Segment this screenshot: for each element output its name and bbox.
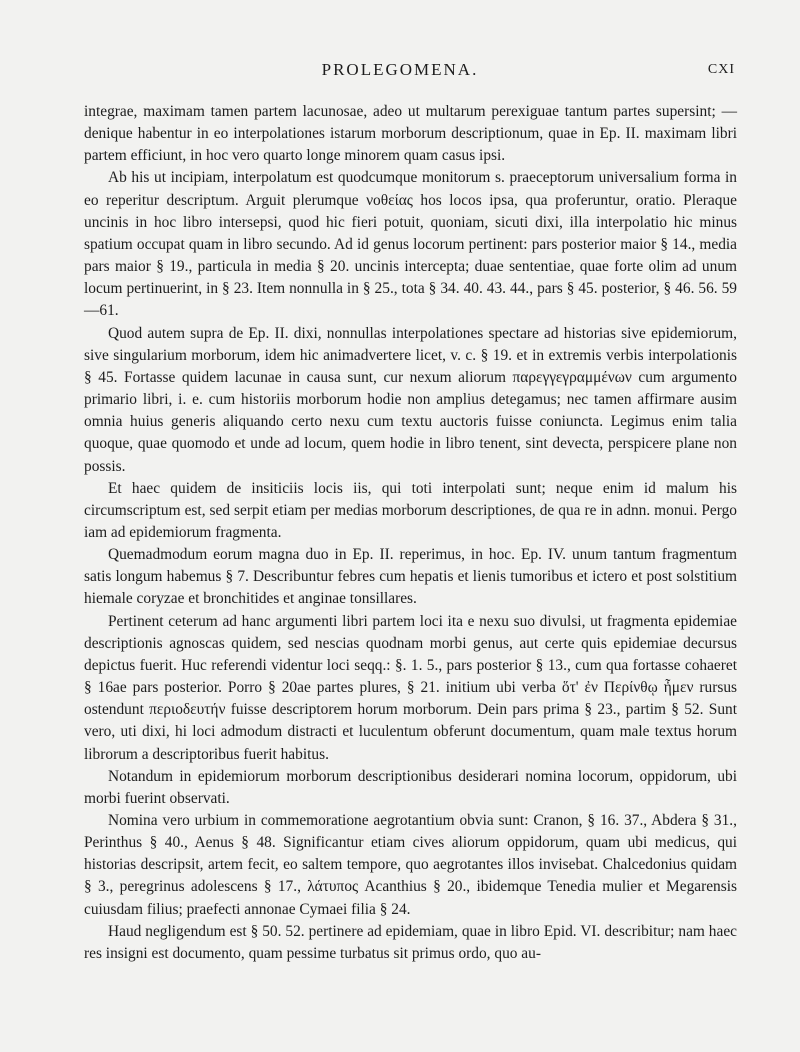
paragraph: Ab his ut incipiam, interpolatum est quodcumque monitorum s. praeceptorum universalium forma in eo reperitur descriptum. Arguit plerumque νοθείας hos locos ipsa, qua proferuntur, oratio. Pleraque uncinis in hoc libro intersepsi, quod hic fieri potuit, quoniam, sicuti dixi, illa interpolatio hic minus spatium occupat quam in libro secundo. Ad id genus locorum pertinent: pars posterior maior § 14., media pars maior § 19., particula in media § 20. uncinis intercepta; duae sententiae, quae forte olim ad unum locum pertinuerint, in § 23. Item nonnulla in § 25., tota § 34. 40. 43. 44., pars § 45. posterior, § 46. 56. 59—61.: [84, 169, 737, 320]
paragraph: Pertinent ceterum ad hanc argumenti libri partem loci ita e nexu suo divulsi, ut fragmenta epidemiae descriptionis agnoscas quidem, sed nescias quodnam morbi genus, aut certe quis epidemiae decursus depictus fuerit. Huc referendi videntur loci seqq.: §. 1. 5., pars posterior § 13., cum qua fortasse cohaeret § 16ae pars posterior. Porro § 20ae partes plures, § 21. initium ubi verba ὅτ' ἐν Περίνθῳ ἦμεν rursus ostendunt περιοδευτήν fuisse descriptorem horum morborum. Dein pars prima § 23., partim § 52. Sunt vero, uti dixi, hi loci admodum distracti et luculentum obferunt documentum, quam male textus horum librorum a descriptoribus fuerit habitus.: [84, 612, 737, 763]
paragraph: Et haec quidem de insiticiis locis iis, qui toti interpolati sunt; neque enim id malum his circumscriptum est, sed serpit etiam per medias morborum descriptiones, de qua re in adnn. monui. Pergo iam ad epidemiorum fragmenta.: [84, 479, 737, 541]
paragraph: Haud negligendum est § 50. 52. pertinere ad epidemiam, quae in libro Epid. VI. describitur; nam haec res insigni est documento, quam pessime turbatus sit primus ordo, quo au-: [84, 922, 737, 962]
paragraph: Nomina vero urbium in commemoratione aegrotantium obvia sunt: Cranon, § 16. 37., Abdera § 31., Perinthus § 40., Aenus § 48. Significantur etiam cives aliorum oppidorum, quam ubi medicus, qui historias descripsit, artem fecit, eo saltem tempore, quo aegrotantes illos invisebat. Chalcedonius quidam § 3., peregrinus adolescens § 17., λάτυπος Acanthius § 20., ibidemque Tenedia mulier et Megarensis cuiusdam filius; praefecti annonae Cymaei filia § 24.: [84, 812, 737, 918]
paragraph: Quod autem supra de Ep. II. dixi, nonnullas interpolationes spectare ad historias sive epidemiorum, sive singularium morborum, idem hic animadvertere licet, v. c. § 19. et in extremis verbis interpolationis § 45. Fortasse quidem lacunae in causa sunt, cur nexum aliorum παρεγγεγραμμένων cum argumento primario libri, i. e. cum historiis morborum hodie non amplius detegamus; nec tamen affirmare ausim omnia huius generis aliquando certo nexu cum textu auctoris fuisse coniuncta. Legimus enim talia quoque, quae quomodo et unde ad locum, quem hodie in libro tenent, sint devecta, perspicere plane non possis.: [84, 324, 737, 475]
running-title: PROLEGOMENA.: [321, 60, 479, 79]
paragraph: Notandum in epidemiorum morborum descriptionibus desiderari nomina locorum, oppidorum, ubi morbi fuerint observati.: [84, 767, 737, 807]
body-text: [84, 101, 737, 965]
paragraph: Quemadmodum eorum magna duo in Ep. II. reperimus, in hoc. Ep. IV. unum tantum fragmentum satis longum habemus § 7. Describuntur febres cum hepatis et lienis tumoribus et ictero et post solstitium hiemale coryzae et bronchitides et anginae tonsillares.: [84, 546, 737, 608]
page-number: CXI: [707, 62, 735, 77]
paragraph: integrae, maximam tamen partem lacunosae, adeo ut multarum perexiguae tantum partes supersint; — denique habentur in eo interpolationes istarum morborum descriptionum, quae in Ep. II. maximam libri partem efficiunt, in hoc vero quarto longe minorem quam casus ipsi.: [84, 103, 737, 165]
